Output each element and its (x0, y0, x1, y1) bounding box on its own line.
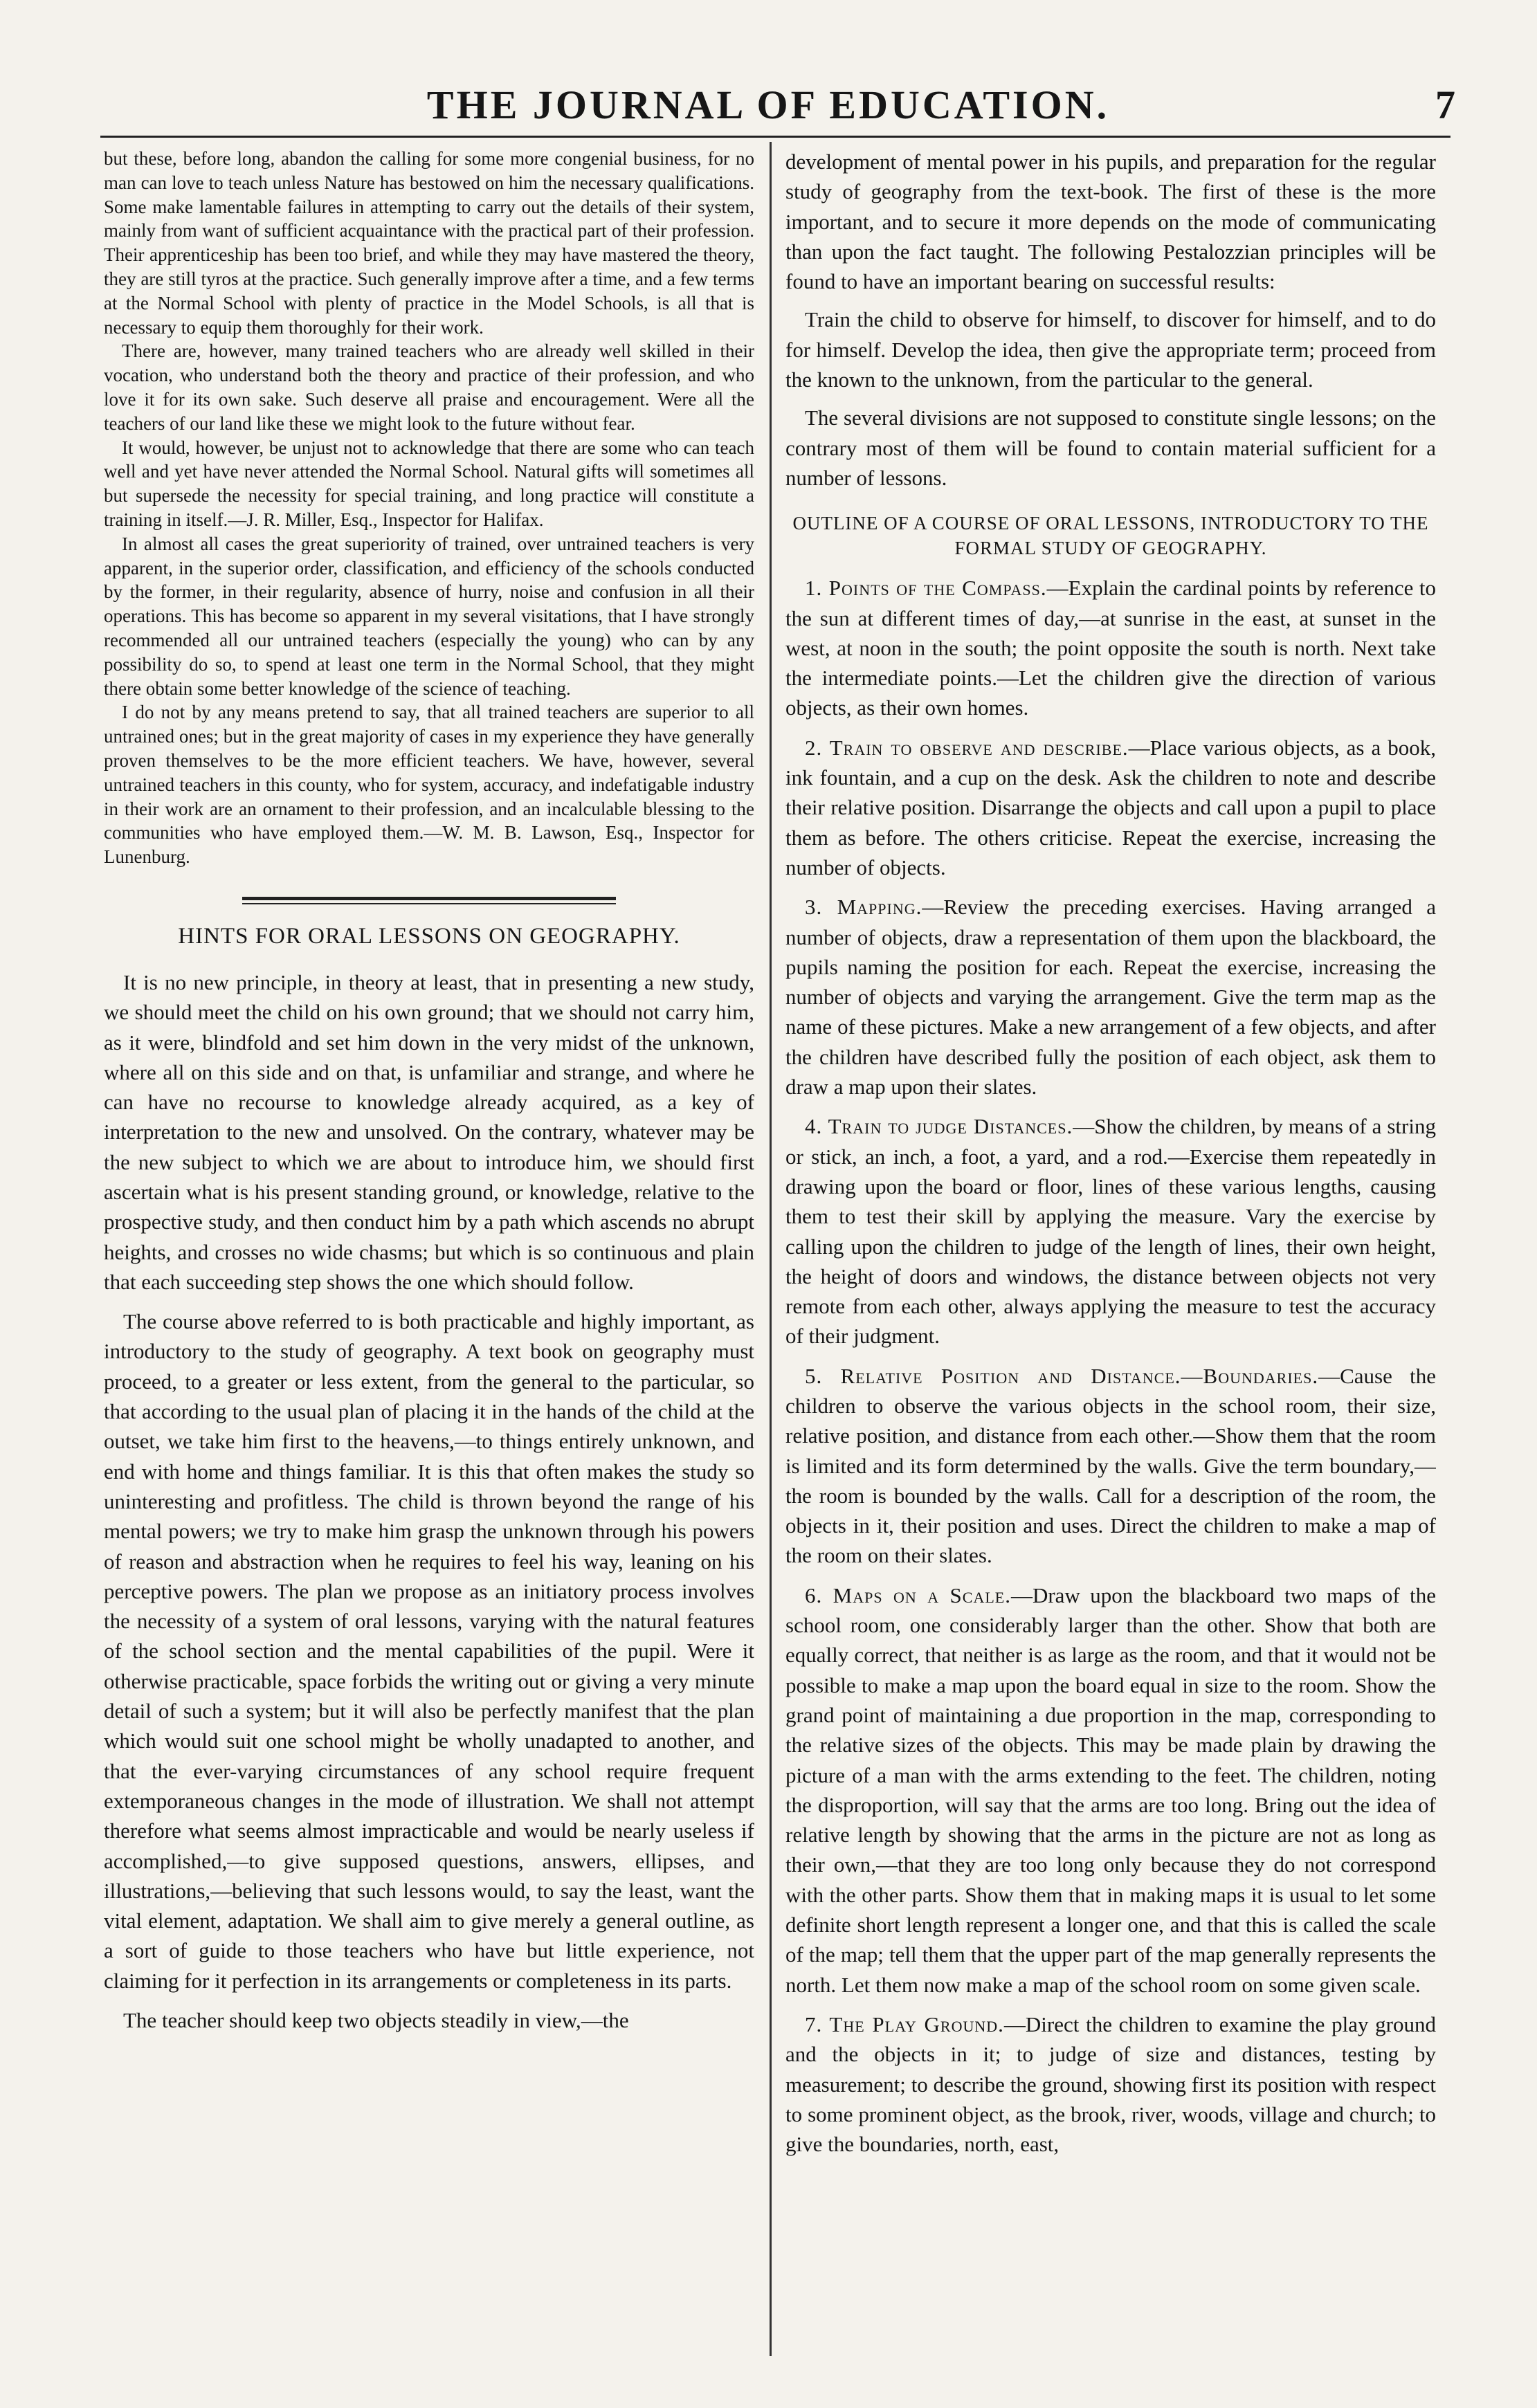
page-number: 7 (1435, 82, 1455, 127)
lesson-text: —Explain the cardinal points by reference to the sun at different times of day,—at sunrise in the east, at sunset in the west, at noon in the south; the point opposite the south is north. Next take the intermediate points.—Let the children give the direction of various objects, as their own homes. (785, 576, 1436, 720)
lesson-title: 7. The Play Ground. (805, 2012, 1004, 2036)
lesson-text: —Cause the children to observe the various objects in the school room, their size, relative position, and distance from each other.—Show them that the room is limited and its form determined by the walls. Give the term boundary,—the room is bounded by the walls. Call for a description of the room, the objects in it, their position and uses. Direct the children to make a map of the room on their slates. (785, 1363, 1436, 1568)
paragraph: It is no new principle, in theory at least, that in presenting a new study, we should meet the child on his own ground; that we should not carry him, as it were, blindfold and set him down in the very midst of the unknown, where all on this side and on that, is unfamiliar and strange, and where he can have no recourse to knowledge already acquired, as a key of interpretation to the new and unsolved. On the contrary, whatever may be the new subject to which we are about to introduce him, we should first ascertain what is his present standing ground, or knowledge, relative to the prospective study, and then conduct him by a path which ascends no abrupt heights, and crosses no wide chasms; but which is so continuous and plain that each succeeding step shows the one which should follow. (104, 969, 754, 1294)
left-column (104, 147, 754, 2361)
lesson-text: —Draw upon the blackboard two maps of the school room, one considerably larger than the other. Show that both are equally correct, that neither is as large as the room, and that it would not be possible to make a map upon the board equal in size to the room. Show the grand point of maintaining a due proportion in the map, corresponding to the relative sizes of the objects. This may be made plain by drawing the picture of a man with the arms extending to the feet. The children, noting the disproportion, will say that the arms are too long. Bring out the idea of relative length by showing that the arms in the picture are not as long as their own,—that they are too long only because they do not correspond with the other parts. Show them that in making maps it is usual to let some definite short length represent a longer one, and that this is called the scale of the map; tell them that the upper part of the map generally represents the north. Let them now make a map of the school room on some given scale. (785, 1582, 1436, 1997)
article-heading: HINTS FOR ORAL LESSONS ON GEOGRAPHY. (178, 923, 680, 949)
right-column (785, 147, 1436, 2361)
lesson-text: —Place various objects, as a book, ink fountain, and a cup on the desk. Ask the children to note and describe their relative position. Disarrange the objects and call upon a pupil to place them as before. The others criticise. Repeat the exercise, increasing the number of objects. (785, 735, 1436, 879)
paragraph: The several divisions are not supposed to constitute single lessons; on the contrary most of them will be found to contain material sufficient for a number of lessons. (785, 405, 1436, 490)
paragraph: The teacher should keep two objects steadily in view,—the (123, 2008, 629, 2032)
lesson-title: 2. Train to observe and describe. (805, 735, 1129, 760)
outline-heading: OUTLINE OF A COURSE OF ORAL LESSONS, INTRODUCTORY TO THE FORMAL STUDY OF GEOGRAPHY. (792, 513, 1429, 559)
lesson-text: —Review the preceding exercises. Having arranged a number of objects, draw a representation of them upon the blackboard, the pupils naming the position for each. Repeat the exercise, increasing the number of objects and varying the arrangement. Give the term map as the name of these pictures. Make a new arrangement of a few objects, and after the children have described fully the position of each object, ask them to draw a map upon their slates. (785, 895, 1436, 1100)
lesson-item (785, 573, 1436, 722)
paragraph: The course above referred to is both practicable and highly important, as introductory to the study of geography. A text book on geography must proceed, to a greater or less extent, from the general to the particular, so that according to the usual plan of placing it in the hands of the child at the outset, we take him first to the heavens,—to things entirely unknown, and end with home and things familiar. It is this that often makes the study so uninteresting and profitless. The child is thrown beyond the range of his mental powers; we try to make him grasp the unknown through his powers of reason and abstraction when he requires to feel his way, leaning on his perceptive powers. The plan we propose as an initiatory process involves the necessity of a system of oral lessons, varying with the natural features of the school section and the mental capabilities of the pupil. Were it otherwise practicable, space forbids the writing out or giving a very minute detail of such a system; but it will also be perfectly manifest that the plan which would suit one school might be wholly unadapted to another, and that the ever-varying circumstances of any school require frequent extemporaneous changes in the mode of illustration. We shall not attempt therefore what seems almost impracticable and would be nearly useless if accomplished,—to give supposed questions, answers, ellipses, and illustrations,—believing that such lessons would, to say the least, want the vital element, adaptation. We shall aim to give merely a general outline, as a sort of guide to those teachers who have but little experience, not claiming for it perfection in its arrangements or completeness in its parts. (104, 1309, 754, 1993)
running-title: THE JOURNAL OF EDUCATION. (426, 82, 1110, 127)
lesson-item (785, 1361, 1436, 1571)
lesson-title: 6. Maps on a Scale. (805, 1582, 1011, 1607)
lesson-item (785, 2009, 1436, 2159)
paragraph: It would, however, be unjust not to acknowledge that there are some who can teach well and yet have never attended the Normal School. Natural gifts will sometimes all but supersede the necessity for special training, and long practice will constitute a training in itself.—J. R. Miller, Esq., Inspector for Halifax. (104, 437, 754, 530)
lesson-item (785, 1111, 1436, 1351)
section-divider (242, 897, 616, 904)
paragraph: In almost all cases the great superiority of trained, over untrained teachers is very apparent, in the superior order, classification, and efficiency of the schools conducted by the former, in their regularity, absence of hurry, noise and confusion in all their operations. This has become so apparent in my several visitations, that I have strongly recommended all our untrained teachers (especially the young) who can by any possibility do so, to spend at least one term in the Normal School, that they might there obtain some better knowledge of the science of teaching. (104, 533, 754, 699)
principles-quote: Train the child to observe for himself, to discover for himself, and to do for himself. Develop the idea, then give the appropriate term; proceed from the known to the unknown, from the particular to the general. (785, 307, 1436, 392)
header-rule (100, 136, 1450, 138)
lesson-title: 1. Points of the Compass. (805, 576, 1047, 601)
lesson-title: 4. Train to judge Distances. (805, 1114, 1073, 1139)
paragraph: development of mental power in his pupils, and preparation for the regular study of geography from the text-book. The first of these is the more important, and to secure it more depends on the mode of communicating than upon the fact taught. The following Pestalozzian principles will be found to have an important bearing on successful results: (785, 149, 1436, 294)
lesson-item (785, 1580, 1436, 2000)
lesson-item (785, 892, 1436, 1102)
paragraph: There are, however, many trained teachers who are already well skilled in their vocation, who understand both the theory and practice of their profession, and who love it for its own sake. Such deserve all praise and encouragement. Were all the teachers of our land like these we might look to the future without fear. (104, 340, 754, 434)
lesson-text: —Direct the children to examine the play ground and the objects in it; to judge of size and distances, testing by measurement; to describe the ground, showing first its position with respect to some prominent object, as the brook, river, woods, village and church; to give the boundaries, north, east, (785, 2012, 1436, 2157)
lesson-title: 5. Relative Position and Distance.—Boundaries. (805, 1363, 1319, 1388)
page-header (0, 0, 1537, 159)
lesson-text: —Show the children, by means of a string or stick, an inch, a foot, a yard, and a rod.—Exercise them repeatedly in drawing upon the board or floor, lines of these various lengths, causing them to test their skill by applying the measure. Vary the exercise by calling upon the children to judge of the length of lines, their own height, the height of doors and windows, the distance between objects not very remote from each other, always applying the measure to test the accuracy of their judgment. (785, 1114, 1436, 1349)
paragraph: I do not by any means pretend to say, that all trained teachers are superior to all untrained ones; but in the great majority of cases in my experience they have generally proven themselves to be the more efficient teachers. We have, however, several untrained teachers in this county, who for system, accuracy, and indefatigable industry in their work are an ornament to their profession, and an incalculable blessing to the communities who have employed them.—W. M. B. Lawson, Esq., Inspector for Lunenburg. (104, 702, 754, 868)
lesson-title: 3. Mapping. (805, 895, 922, 920)
lesson-item (785, 733, 1436, 882)
column-divider (770, 142, 772, 2356)
paragraph: but these, before long, abandon the calling for some more congenial business, for no man can love to teach unless Nature has bestowed on him the necessary qualifications. Some make lamentable failures in attempting to carry out the details of their system, mainly from want of sufficient acquaintance with the practical part of their profession. Their apprenticeship has been too brief, and while they may have mastered the theory, they are still tyros at the practice. Such generally improve after a time, and a few terms at the Normal School with plenty of practice in the Model Schools, is all that is necessary to equip them thoroughly for their work. (104, 148, 754, 338)
